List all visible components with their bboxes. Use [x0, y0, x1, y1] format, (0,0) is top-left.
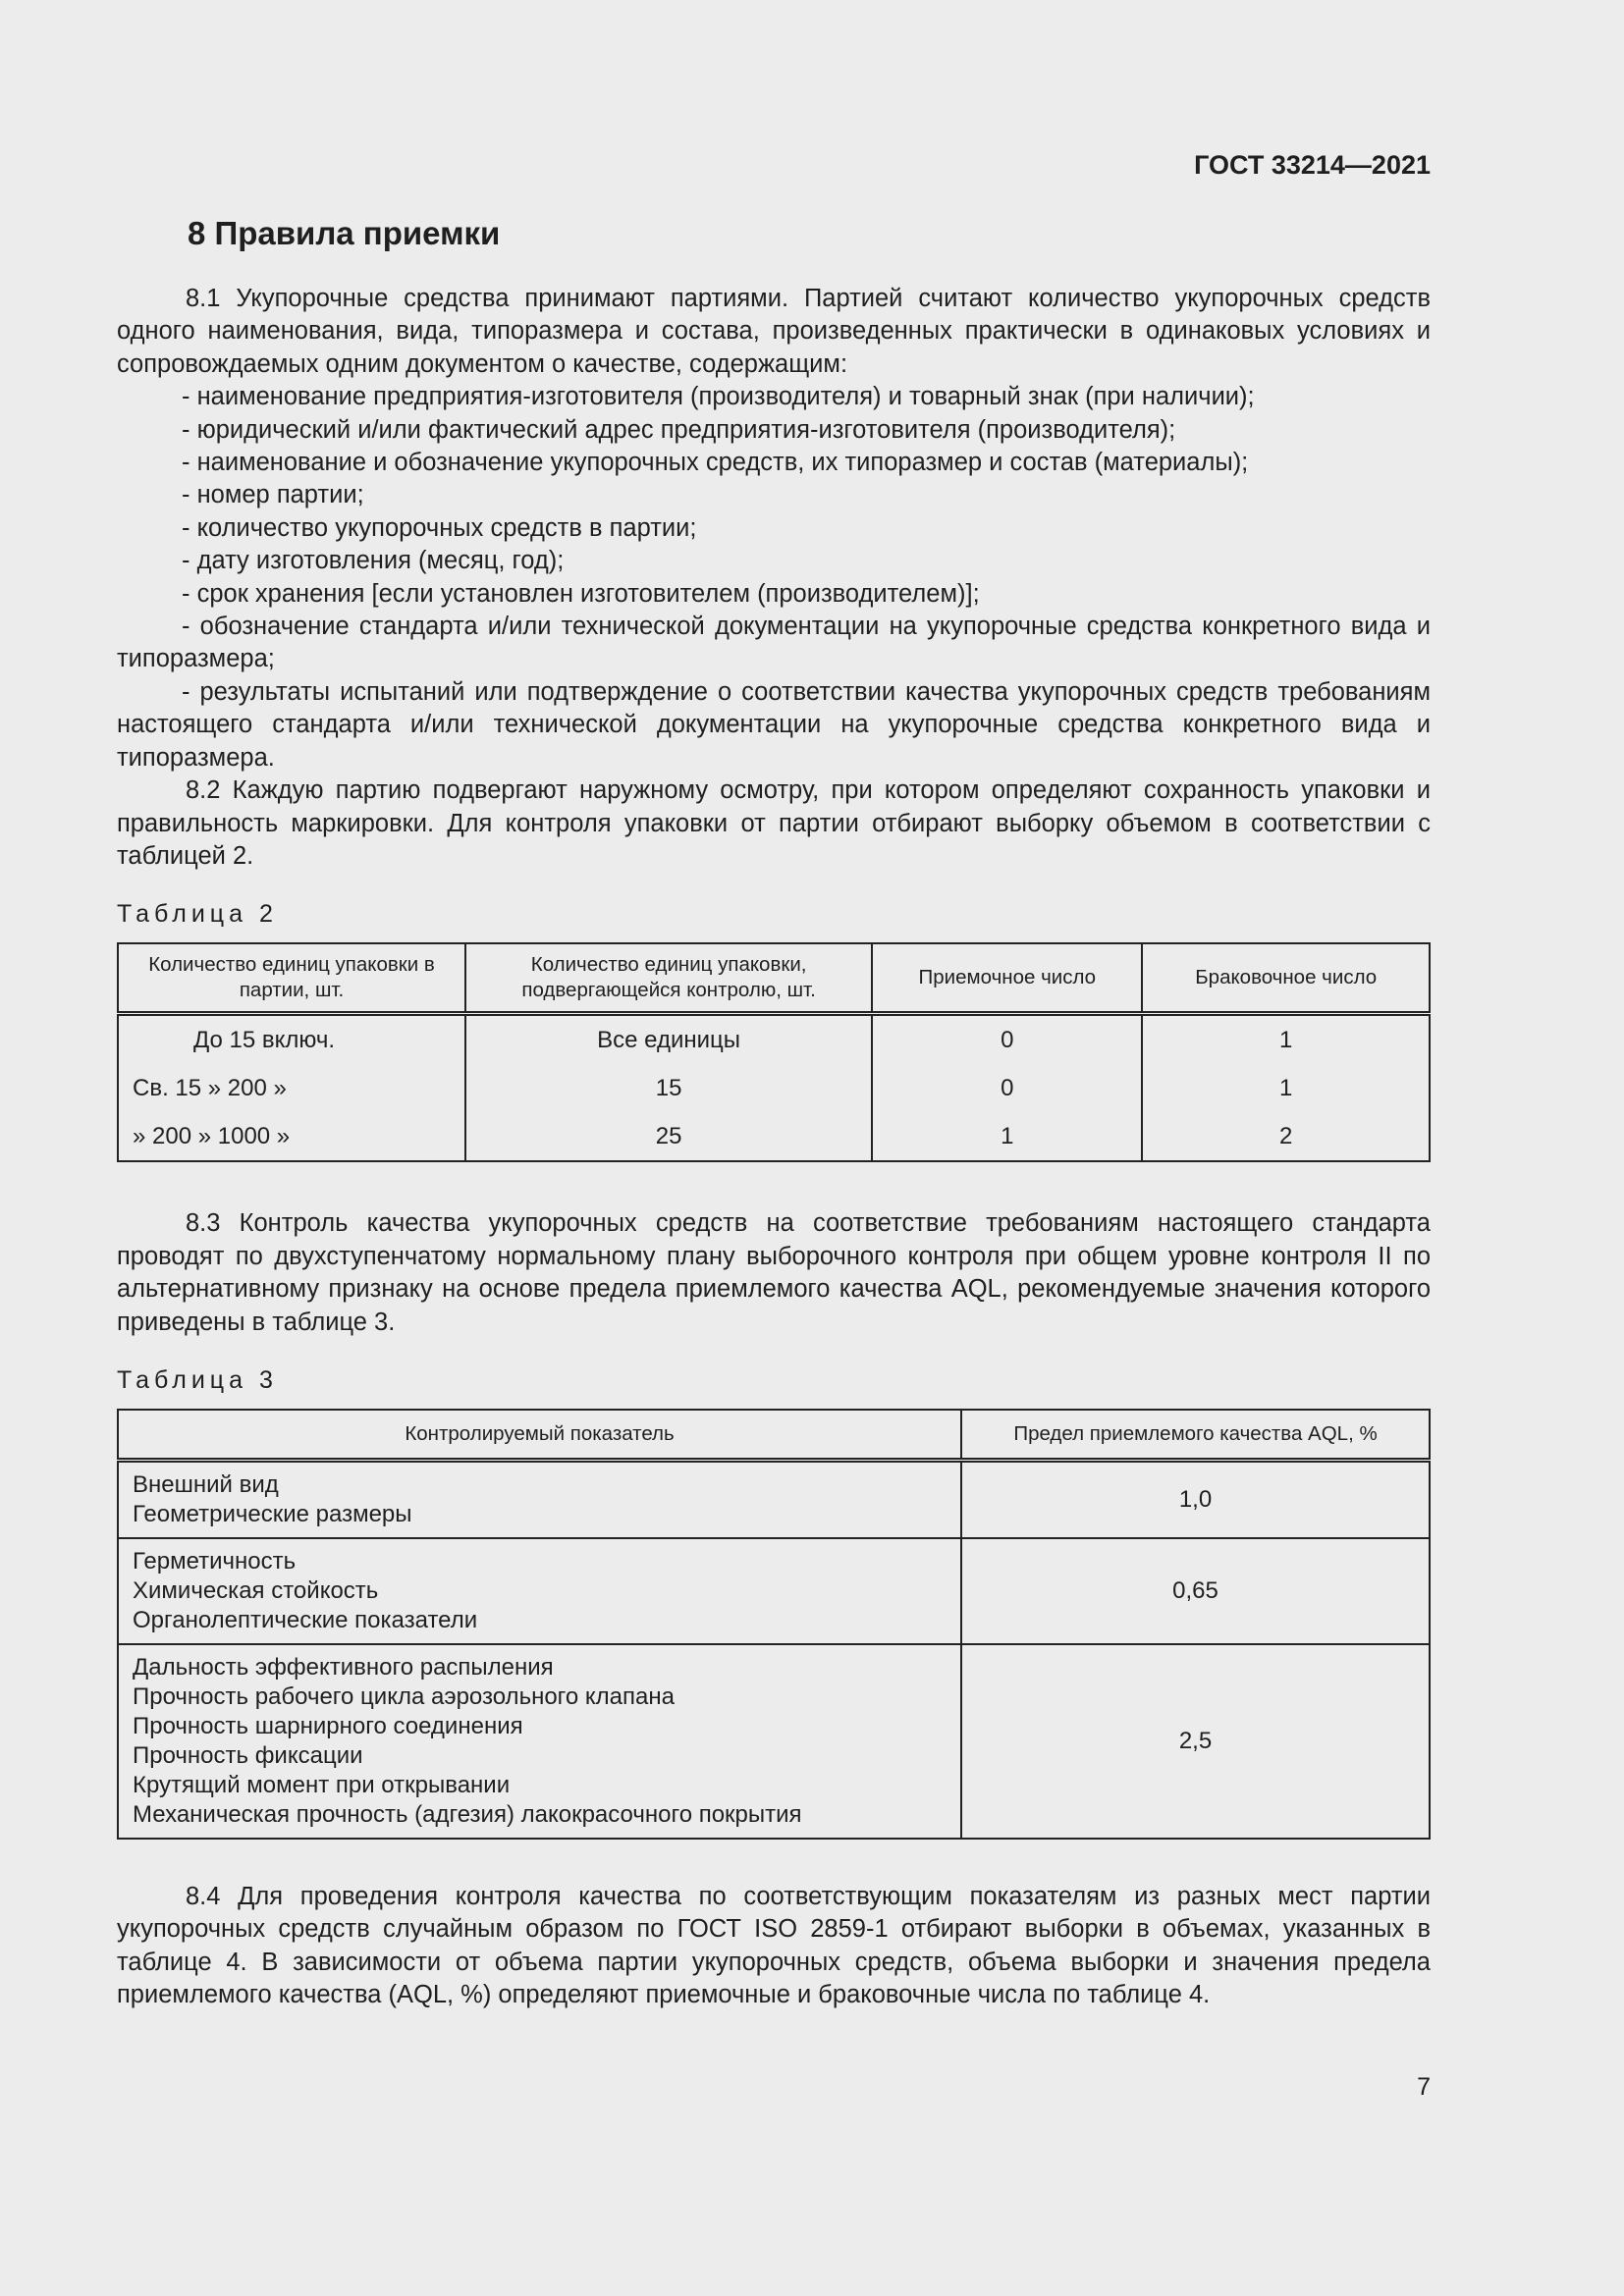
- paragraph-8-3: 8.3 Контроль качества укупорочных средств на соответствие требованиям настоящего стандарта проводят по двухступенчатому нормальному плану выборочного контроля при общем уровне контроля II по альтернативному признаку на основе предела приемлемого качества AQL, рекомендуемые значения которого приведены в таблице 3.: [117, 1209, 1431, 1336]
- list-item: - номер партии;: [182, 481, 364, 509]
- list-item: - количество укупорочных средств в партии;: [182, 513, 697, 542]
- table-cell: [118, 1538, 961, 1644]
- table-cell: » 200 » 1000 »: [118, 1112, 465, 1161]
- page-number: 7: [1417, 2073, 1431, 2101]
- table-row: [118, 1538, 1430, 1644]
- table-cell: 25: [465, 1112, 872, 1161]
- indicator-name: Внешний вид: [133, 1470, 279, 1498]
- table-cell: 2: [1142, 1112, 1430, 1161]
- list-item: - результаты испытаний или подтверждение о соответствии качества укупорочных средств требованиям настоящего стандарта и/или технической документации на укупорочные средства конкретного вида и типоразмера.: [117, 677, 1431, 772]
- table-row: [118, 1112, 1430, 1161]
- indicator-name: Дальность эффективного распыления: [133, 1653, 554, 1681]
- paragraph-8-4: 8.4 Для проведения контроля качества по соответствующим показателям из разных мест партии укупорочных средств случайным образом по ГОСТ ISO 2859-1 отбирают выборки в объемах, указанных в таблице 4. В зависимости от объема партии укупорочных средств, объема выборки и значения предела приемлемого качества (AQL, %) определяют приемочные и браковочные числа по таблице 4.: [117, 1882, 1431, 2009]
- table-3-caption: Таблица 3: [117, 1365, 278, 1394]
- column-header: Количество единиц упаковки, подвергающейся контролю, шт.: [465, 943, 872, 1014]
- table-row: [118, 1064, 1430, 1112]
- table-3: [117, 1409, 1431, 1840]
- column-header: Контролируемый показатель: [118, 1410, 961, 1461]
- table-cell: До 15 включ.: [118, 1014, 465, 1065]
- table-cell: 1: [1142, 1014, 1430, 1065]
- table-header-row: [118, 943, 1430, 1014]
- indicator-name: Химическая стойкость: [133, 1576, 379, 1604]
- list-item: - наименование и обозначение укупорочных средств, их типоразмер и состав (материалы);: [182, 449, 1249, 477]
- column-header: Предел приемлемого качества AQL, %: [961, 1410, 1430, 1461]
- table-cell: Св. 15 » 200 »: [118, 1064, 465, 1112]
- table-row: [118, 1644, 1430, 1839]
- paragraph-8-2: 8.2 Каждую партию подвергают наружному осмотру, при котором определяют сохранность упаковки и правильность маркировки. Для контроля упаковки от партии отбирают выборку объемом в соответствии с таблицей 2.: [117, 776, 1431, 870]
- column-header: Количество единиц упаковки в партии, шт.: [118, 943, 465, 1014]
- list-item: - дату изготовления (месяц, год);: [182, 547, 565, 575]
- document-list: [117, 381, 1431, 774]
- document-code: ГОСТ 33214—2021: [1194, 150, 1431, 180]
- indicator-name: Механическая прочность (адгезия) лакокрасочного покрытия: [133, 1800, 802, 1828]
- paragraph-8-1: 8.1 Укупорочные средства принимают партиями. Партией считают количество укупорочных средств одного наименования, вида, типоразмера и состава, произведенных практически в одинаковых условиях и сопровождаемых одним документом о качестве, содержащим:: [117, 285, 1431, 378]
- list-item: - срок хранения [если установлен изготовителем (производителем)];: [182, 579, 980, 608]
- list-item: - юридический и/или фактический адрес предприятия-изготовителя (производителя);: [182, 415, 1176, 444]
- table-2: [117, 942, 1431, 1162]
- table-cell: [118, 1644, 961, 1839]
- indicator-name: Герметичность: [133, 1547, 297, 1575]
- table-2-caption: Таблица 2: [117, 900, 278, 929]
- table-row: [118, 1014, 1430, 1065]
- indicator-name: Прочность шарнирного соединения: [133, 1712, 523, 1739]
- list-item: - обозначение стандарта и/или технической документации на укупорочные средства конкретного вида и типоразмера;: [117, 613, 1431, 673]
- list-item: - наименование предприятия-изготовителя (производителя) и товарный знак (при наличии);: [182, 383, 1255, 411]
- table-row: [118, 1460, 1430, 1538]
- indicator-name: Крутящий момент при открывании: [133, 1771, 511, 1798]
- table-cell: 1: [872, 1112, 1142, 1161]
- column-header: Браковочное число: [1142, 943, 1430, 1014]
- aql-value: 1,0: [961, 1460, 1430, 1538]
- indicator-name: Прочность фиксации: [133, 1741, 363, 1769]
- table-cell: 0: [872, 1064, 1142, 1112]
- aql-value: 2,5: [961, 1644, 1430, 1839]
- indicator-name: Органолептические показатели: [133, 1606, 478, 1633]
- table-header-row: [118, 1410, 1430, 1461]
- indicator-name: Геометрические размеры: [133, 1500, 412, 1527]
- indicator-name: Прочность рабочего цикла аэрозольного клапана: [133, 1682, 675, 1710]
- section-title: 8 Правила приемки: [188, 215, 501, 251]
- column-header: Приемочное число: [872, 943, 1142, 1014]
- table-cell: 1: [1142, 1064, 1430, 1112]
- table-cell: 15: [465, 1064, 872, 1112]
- table-cell: [118, 1460, 961, 1538]
- aql-value: 0,65: [961, 1538, 1430, 1644]
- table-cell: 0: [872, 1014, 1142, 1065]
- table-cell: Все единицы: [465, 1014, 872, 1065]
